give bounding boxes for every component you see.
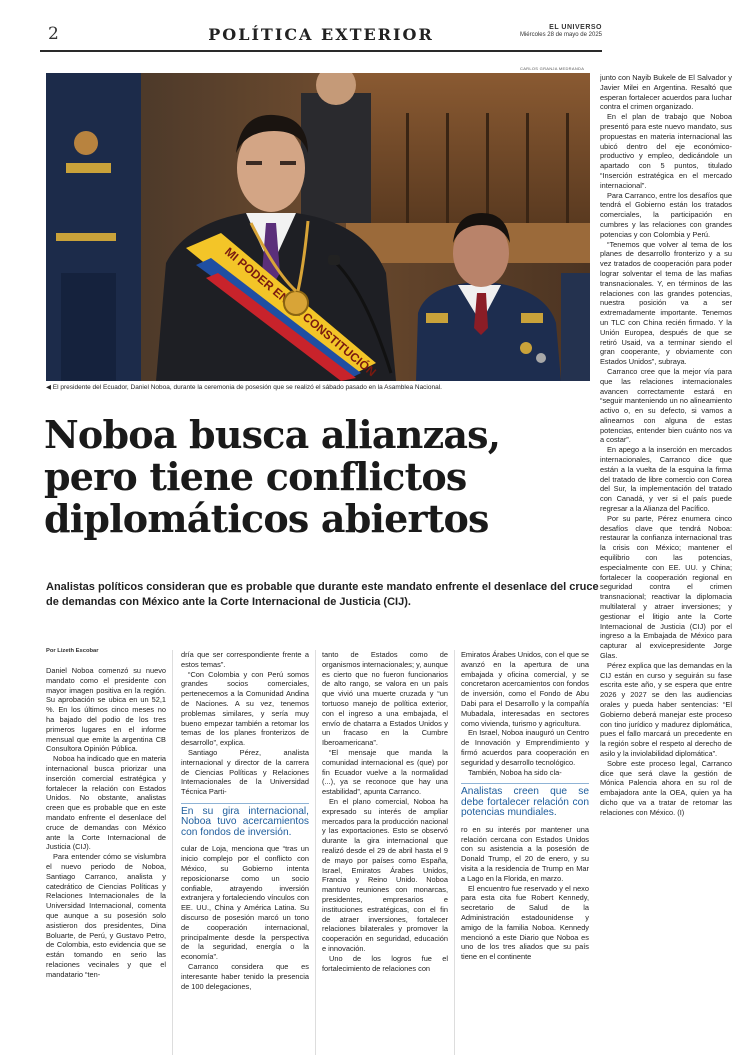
brand-name: EL UNIVERSO [549,24,602,31]
byline: Por Lizeth Escobar [46,648,99,654]
paragraph: “El mensaje que manda la comunidad internacional es (que) por fin Ecuador vuelve a la normalidad (...), ya se reconoce que hay una estabilidad”, apunta Carranco. [322,747,448,797]
paragraph: Para entender cómo se vislumbra el nuevo periodo de Noboa, Santiago Carranco, analista y catedrático de Ciencias Políticas y Relaciones Internacionales de la Universidad Internacional, comenta que aunque a su posesión solo asistieron dos presidentes, Dina Boluarte, de Perú, y Gustavo Petro, de Colombia, esto evidencia que se están tomando en serio las relaciones vecinales y que el mandatario “ten- [46,852,166,979]
column-4 [461,650,589,1060]
paragraph: Daniel Noboa comenzó su nuevo mandato como el presidente con mayor imagen positiva en la región. Su aprobación se ubica en un 52,1 %. En los últimos cinco meses no ha bajado del podio de los tres primeros lugares en el informe mensual que emite la argentina CB Consultora Opinión Pública. [46,666,166,754]
paragraph: cular de Loja, menciona que “tras un inicio complejo por el conflicto con México, su Gobierno intenta reposicionarse como un socio confiable, atrayendo inversión extranjera y fortaleciendo vínculos con EE. UU., China y América Latina. Su discurso de posesión marcó un tono de cooperación internacional, principalmente desde la perspectiva de la seguridad, energía o la economía”. [181,844,309,962]
column-1 [46,666,166,1060]
issue-date: Miércoles 28 de mayo de 2025 [519,32,602,38]
page-header [40,20,602,52]
column-3 [322,650,448,1060]
paragraph: Carranco considera que es interesante haber tenido la presencia de 100 delegaciones, [181,962,309,991]
column-5 [600,73,732,1061]
paragraph: Santiago Pérez, analista internacional y director de la carrera de Ciencias Políticas y Relaciones Internacionales de la Universidad Técnica Parti- [181,747,309,797]
paragraph: “Tenemos que volver al tema de los planes de desarrollo fronterizo y a su vez tratados de cooperación para poder lograr solventar el tema de las mafias transnacionales. Y, en términos de las relaciones con las grandes potencias, nuestra posición va a ser extremadamente importante. Tenemos un TLC con China recién firmado. Y la Unión Europea, después de que se retiró Usaid, va a terminar siendo el gran cooperante, y obviamente con Estados Unidos”, subraya. [600,239,732,367]
column-divider [454,650,455,1055]
masthead [520,24,602,39]
paragraph: Para Carranco, entre los desafíos que tendrá el Gobierno están los tratados comerciales, la participación en cumbres y las relaciones con grandes potencias y con Colombia y Perú. [600,190,732,239]
paragraph: En Israel, Noboa inauguró un Centro de Innovación y Emprendimiento y firmó acuerdos para cooperación en seguridad y desarrollo tecnológico. [461,728,589,767]
section-title: POLÍTICA EXTERIOR [208,25,434,44]
paragraph: Pérez explica que las demandas en la CIJ están en curso y seguirán su fase escrita este año, y se espera que entre 2026 y 2027 se den las audiencias orales y pueda haber sentencias: “El Gobierno deberá manejar este proceso con tino jurídico y madurez diplomática, pues el fallo marcará un precedente en la región sobre el respeto al derecho de asilo y la inviolabilidad diplomática”. [600,660,732,758]
subheadline: Analistas políticos consideran que es probable que durante este mandato enfrente el desenlace del cruce de demandas con México ante la Corte Internacional de Justicia (CIJ). [46,581,599,608]
paragraph: Sobre este proceso legal, Carranco dice que será clave la gestión de Mónica Palencia ahora en su rol de embajadora ante la OEA, quien ya ha dicho que va a tratar de retomar las relaciones con México. (I) [600,758,732,817]
page-number: 2 [48,24,59,44]
paragraph: También, Noboa ha sido cla- [468,767,562,777]
paragraph: Noboa ha indicado que en materia internacional busca priorizar una inserción comercial estratégica y fortalecer la relación con Estados Unidos. No obstante, analistas creen que es probable que en este mandato enfrente el desenlace del cruce de demandas con México ante la Corte Internacional de Justicia (CIJ). [46,754,166,852]
paragraph: Emiratos Árabes Unidos, con el que se avanzó en la apertura de una embajada y oficina comercial, y se concretaron acercamientos con fondos de inversión, como el Fondo de Abu Dabi para el Desarrollo y la compañía Mubadala, interesadas en sectores como vivienda, turismo y agricultura. [461,650,589,728]
paragraph: dría que ser correspondiente frente a estos temas”. [181,650,309,669]
headline: Noboa busca alianzas, pero tiene conflictos diplomáticos abiertos [44,412,501,541]
paragraph: tanto de Estados como de organismos internacionales; y, aunque es cierto que no fueron funcionarios de alto rango, se valora en un país que vivió una muerte cruzada y “un tortuoso manejo de política exterior, con el ingreso a una embajada, el envío de chatarra a Estados Unidos y un fracaso en la Cumbre Iberoamericana”. [322,650,448,748]
paragraph: En apego a la inserción en mercados internacionales, Carranco dice que están a la vuelta de la esquina la firma del tratado de libre comercio con Corea del Sur, la implementación del tratado con Canadá, y ver si el país puede regresar a la Alianza del Pacífico. [600,445,732,514]
paragraph: “Con Colombia y con Perú somos grandes socios comerciales, pertenecemos a la Comunidad Andina de Naciones. A su vez, tenemos problemas similares, y sería muy bueno empezar también a retomar los temas de los planes fronterizos de desarrollo”, explica. [181,669,309,748]
column-divider [315,650,316,1055]
photo-caption: ◀ El presidente del Ecuador, Daniel Noboa, durante la ceremonia de posesión que se realizó el sábado pasado en la Asamblea Nacional. [46,384,442,391]
paragraph: El encuentro fue reservado y el nexo para esta cita fue Robert Kennedy, secretario de Salud de la Administración estadounidense y amigo de la familia Noboa. Kennedy mencionó a este Diario que Noboa es uno de los tres aliados que su país tiene en el continente [461,883,589,962]
paragraph: En el plano comercial, Noboa ha expresado su interés de ampliar mercados para la producción nacional y las exportaciones. Esto se observó durante la gira internacional que realizó desde el 29 de abril hasta el 9 de mayo por países como España, Israel, Emiratos Árabes Unidos, Francia y Reino Unido. Noboa mantuvo reuniones con monarcas, presidentes, empresarios e instituciones estratégicas, con el fin de atraer inversiones, fortalecer relaciones bilaterales y promover la cooperación en seguridad, educación e innovación. [322,796,448,953]
main-photo [46,73,590,381]
paragraph: junto con Nayib Bukele de El Salvador y Javier Milei en Argentina. Resaltó que esperan fortalecer acuerdos para luchar contra el crimen organizado. [600,73,732,112]
paragraph: Uno de los logros fue el fortalecimiento de relaciones con [322,953,448,973]
pull-quote: En su gira internacional, Noboa tuvo acercamientos con fondos de inversión. [181,803,309,839]
photo-credit: CARLOS GRANJA MEDRANDA [520,66,585,71]
paragraph: En el plan de trabajo que Noboa presentó para este nuevo mandato, sus propuestas en materia internacional las ubicó dentro del eje económico-productivo y empleo, dedicándole un apartado con 5 puntos, titulado “Inserción estratégica en el mercado internacional”. [600,112,732,190]
column-divider [172,650,173,1055]
column-2 [181,650,309,1060]
pull-quote: Analistas creen que se debe fortalecer relación con potencias mundiales. [461,783,589,819]
paragraph: ro en su interés por mantener una relación cercana con Estados Unidos con su asistencia a la posesión de Donald Trump, el 20 de enero, y su visita a la residencia de Trump en Mar a Lago en la Florida, en marzo. [461,824,589,883]
paragraph: Por su parte, Pérez enumera cinco desafíos clave que tendrá Noboa: restaurar la confianza internacional tras la crisis con México; mantener el equilibrio con las potencias, especialmente con EE. UU. y China; fortalecer la cooperación regional en seguridad contra el crimen transnacional; reactivar la diplomacia multilateral y atraer inversiones; y gestionar el litigio ante la Corte Internacional de Justicia (CIJ) por el ingreso a la Embajada de México para capturar al exvicepresidente Jorge Glas. [600,513,732,661]
sash-lettering: MI PODER EN CONSTITUCIÓN [222,244,379,380]
photo-illustration [46,73,590,381]
paragraph: Carranco cree que la mejor vía para que las relaciones internacionales avancen correctamente estará en “seguir manteniendo un no alineamiento activo o, en su defecto, si vamos a alinearnos con alguna de estas potencias, entender bien cuánto nos va a costar”. [600,366,732,445]
